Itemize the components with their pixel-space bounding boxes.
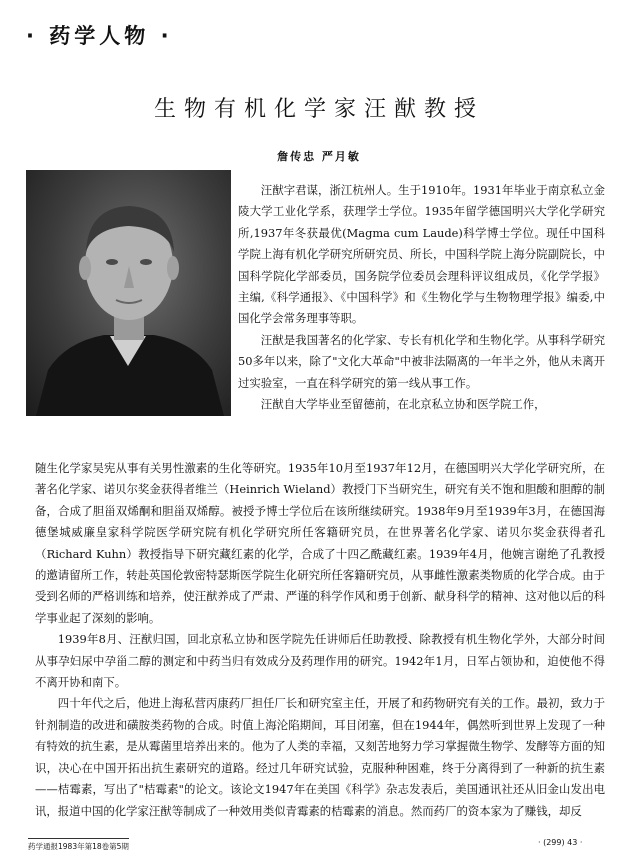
- paragraph: 汪猷是我国著名的化学家、专长有机化学和生物化学。从事科学研究50多年以来，除了"文化大革命"中被非法隔离的一年半之外，他从未离开过实验室，一直在科学研究的第一线从事工作。: [238, 332, 605, 390]
- page-number: · (299) 43 ·: [538, 838, 583, 847]
- article-title: 生物有机化学家汪猷教授: [153, 97, 484, 122]
- paragraph: 四十年代之后，他进上海私营丙康药厂担任厂长和研究室主任，开展了和药物研究有关的工作。最初，致力于针剂制造的改进和磺胺类药物的合成。时值上海沦陷期间，耳目闭塞，但在1944年，偶然听到世界上发现了一种有特效的抗生素，是从霉菌里培养出来的。他为了人类的幸福，又刻苦地努力学习掌握微生物学、发酵等方面的知识，决心在中国开拓出抗生素研究的道路。经过几年研究试验，克服种种困难，终于分离得到了一种新的抗生素——桔霉素，写出了"桔霉素"的论文。该论文1947年在美国《科学》杂志发表后，美国通讯社还从旧金山发出电讯，报道中国的化学家汪猷等制成了一种效用类似青霉素的桔霉素的消息。然而药厂的资本家为了赚钱，却反: [35, 696, 605, 818]
- paragraph: 随生化学家吴宪从事有关男性激素的生化等研究。1935年10月至1937年12月，在德国明兴大学化学研究所，在著名化学家、诺贝尔奖金获得者维兰（Heinrich Wieland）教授门下当研究生，研究有关不饱和胆酸和胆醇的制备，合成了胆甾双烯酮和胆甾双烯醇。被授予博士学位后在该所继续研究。1938年9月至1939年3月，在德国海德堡城威廉皇家科学院医学研究院有机化学研究所任客籍研究员，在世界著名化学家、诺贝尔奖金获得者孔（Richard Kuhn）教授指导下研究藏红素的化学，合成了十四乙酰藏红素。1939年4月，他婉言谢绝了孔教授的邀请留所工作，转赴英国伦敦密特瑟斯医学院生化研究所任客籍研究员，从事雌性激素类物质的化学合成。由于受到名师的严格训练和培养，使汪猷养成了严肃、严谨的科学作风和勇于创新、献身科学的精神、这对他以后的科学事业起了深刻的影响。: [35, 461, 605, 625]
- paragraph: 汪猷字君谋，浙江杭州人。生于1910年。1931年毕业于南京私立金陵大学工业化学系，获理学士学位。1935年留学德国明兴大学化学研究所,1937年冬获最优(Magma cum Laude)科学博士学位。现任中国科学院上海有机化学研究所研究员、所长，中国科学院上海分院副院长，中国科学院化学部委员，国务院学位委员会理科评议组成员，《化学学报》主编,《科学通报》、《中国科学》和《生物化学与生物物理学报》编委,中国化学会常务理事等职。: [238, 183, 605, 326]
- paragraph: 汪猷自大学毕业至留德前，在北京私立协和医学院工作，: [260, 397, 546, 412]
- section-header: · 药学人物 ·: [26, 24, 173, 48]
- journal-footer: 药学通报1983年第18卷第5期: [28, 838, 129, 852]
- intro-text: [238, 180, 605, 415]
- byline: 詹传忠 严月敏: [277, 150, 361, 163]
- portrait-photo: [26, 170, 231, 416]
- paragraph: 1939年8月、汪猷归国，回北京私立协和医学院先任讲师后任助教授、除教授有机生物化学外，大部分时间从事孕妇尿中孕甾二醇的测定和中药当归有效成分及药理作用的研究。1942年1月，日军占领协和，迫使他不得不离开协和南下。: [35, 632, 605, 690]
- main-text: [35, 458, 605, 822]
